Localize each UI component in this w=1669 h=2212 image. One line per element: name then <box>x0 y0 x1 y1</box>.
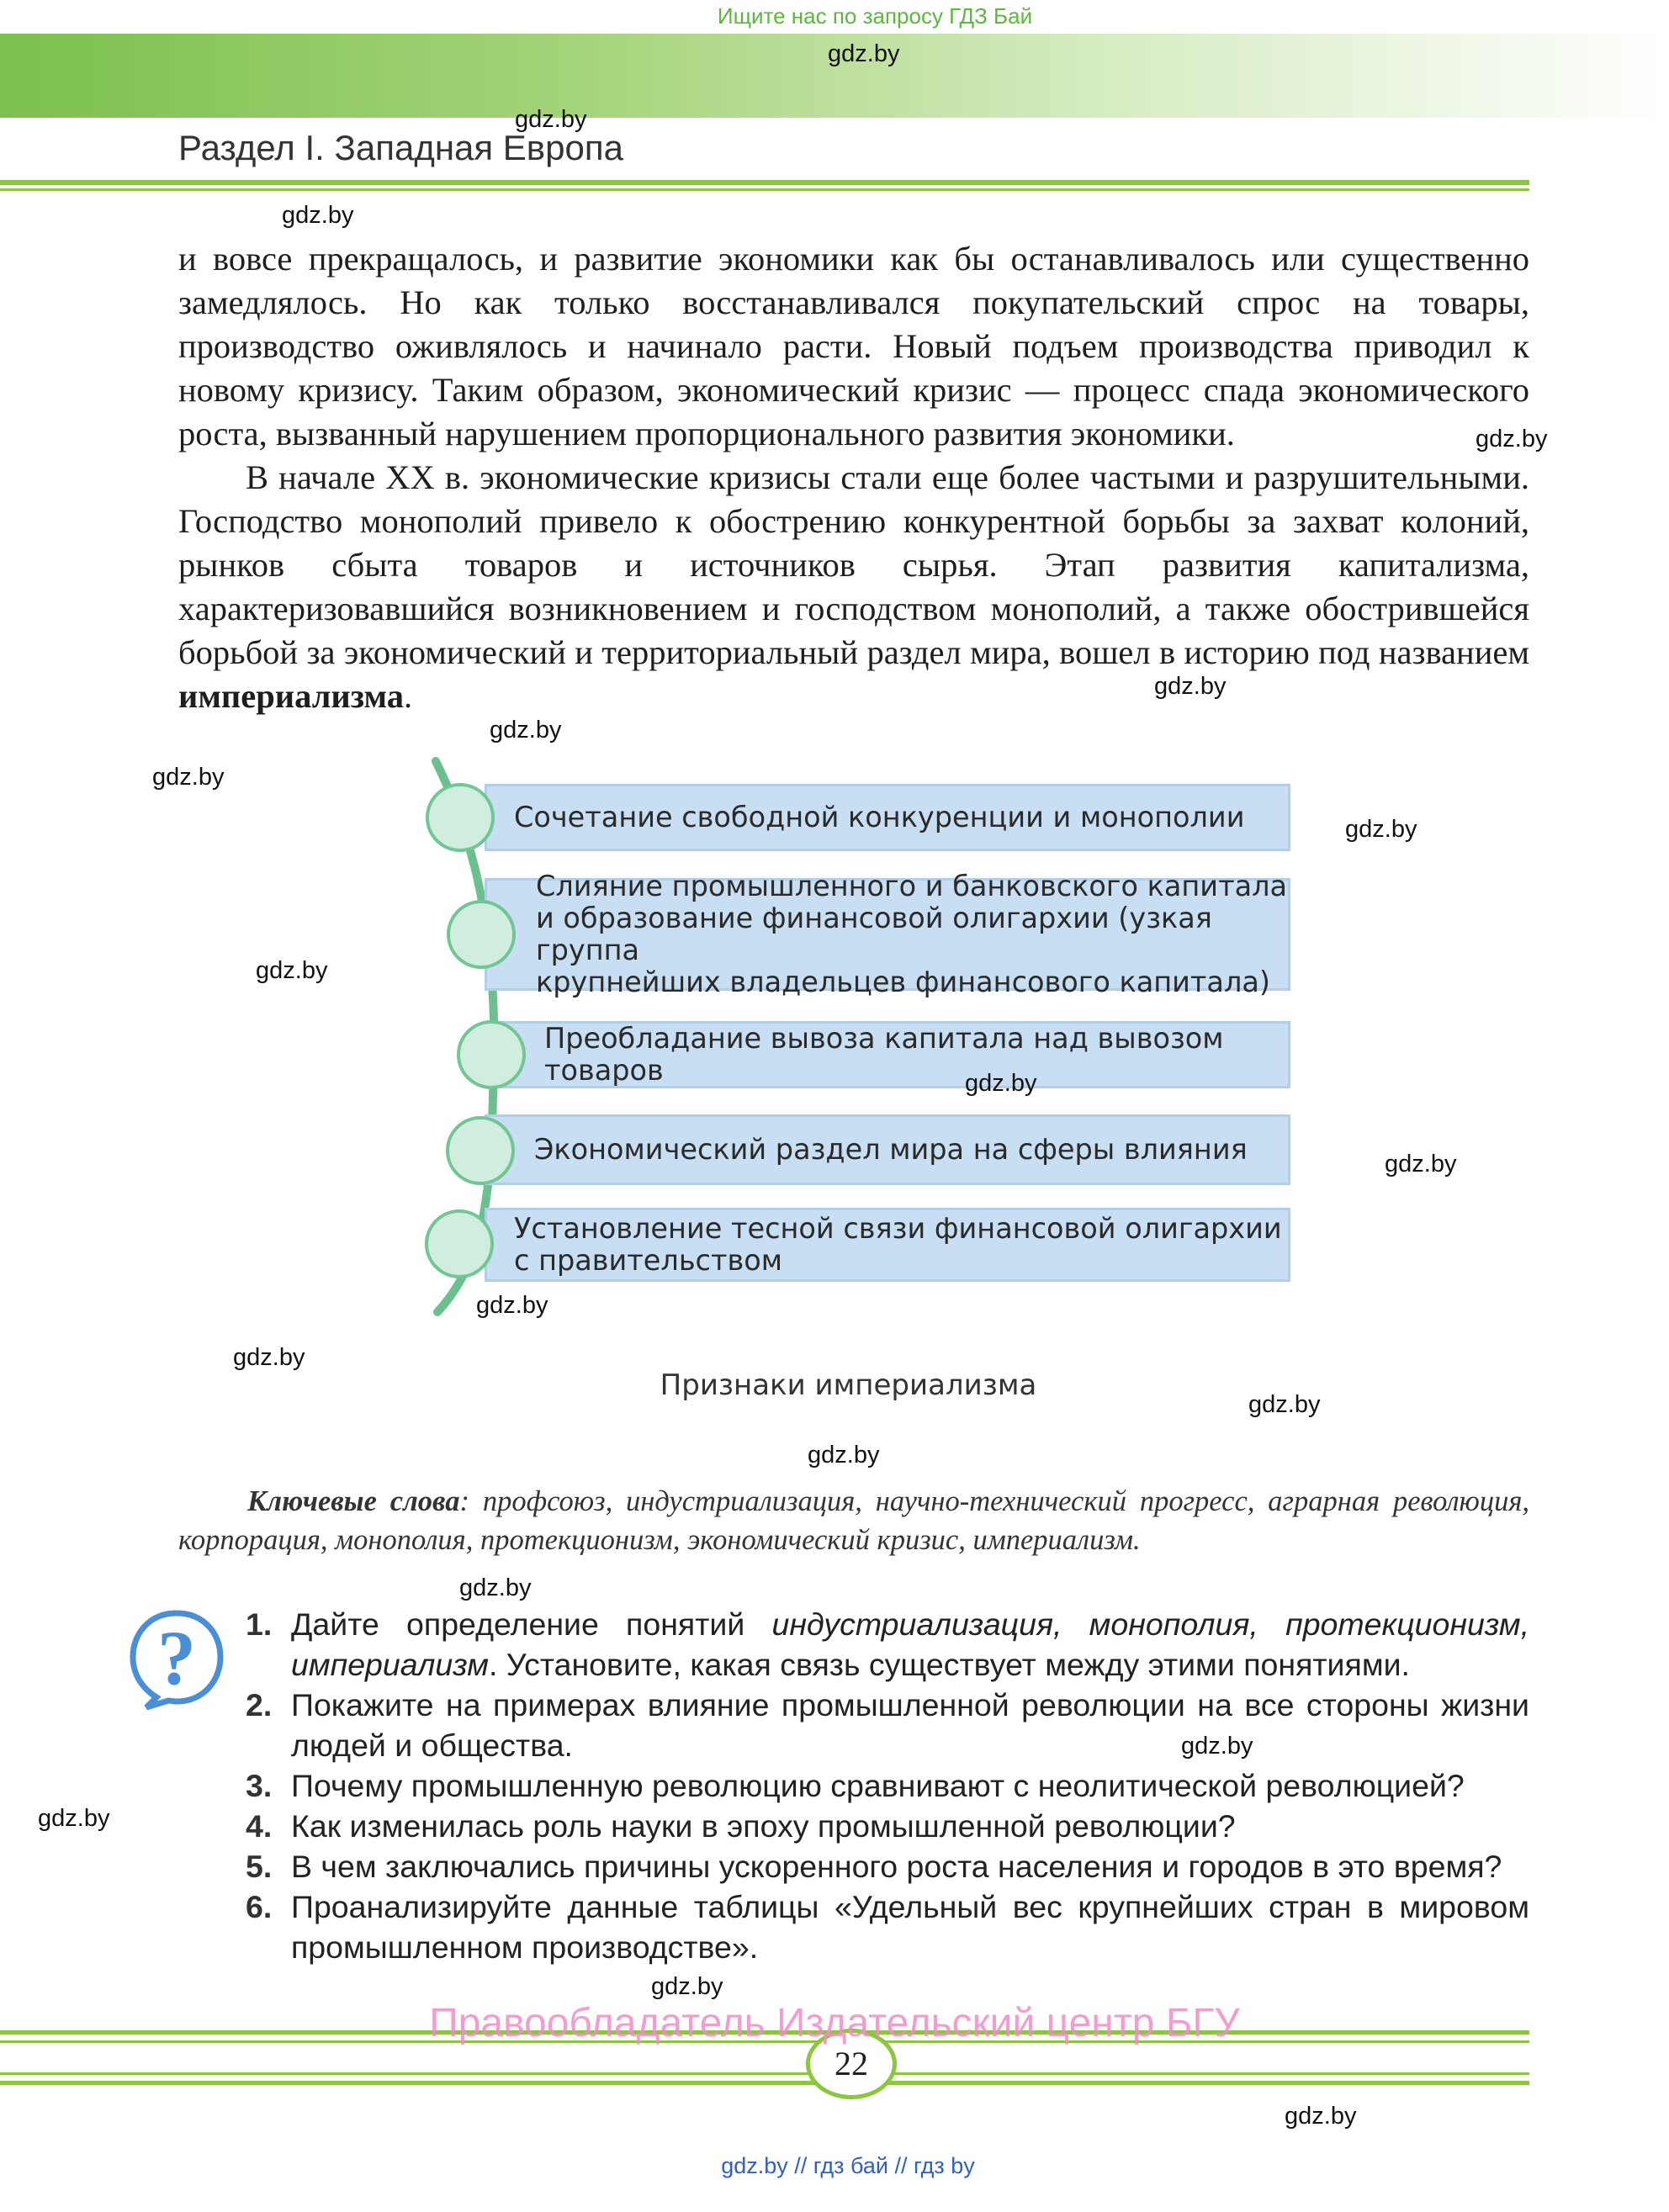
footer-rule-3 <box>0 2072 1529 2075</box>
header-rule-bottom <box>0 188 1529 191</box>
diagram-item-1-line-1: Сочетание свободной конкуренции и монополии <box>514 801 1245 833</box>
watermark: gdz.by <box>1181 1733 1253 1760</box>
watermark: gdz.by <box>459 1574 532 1601</box>
diagram-item-2-line-3: крупнейших владельцев финансового капитала) <box>536 966 1270 998</box>
question-5 <box>246 1846 1529 1887</box>
paragraph-2-end: . <box>404 677 413 715</box>
keywords-label: Ключевые слова <box>247 1485 460 1517</box>
diagram-item-3-line-1: Преобладание вывоза капитала над вывозом товаров <box>544 1022 1224 1087</box>
question-5-text: В чем заключались причины ускоренного роста населения и городов в это время? <box>291 1849 1502 1884</box>
question-4 <box>246 1806 1529 1846</box>
question-1 <box>246 1604 1529 1685</box>
keywords <box>178 1482 1529 1559</box>
diagram-circle-3 <box>457 1020 526 1089</box>
question-1-number: 1. <box>246 1606 273 1642</box>
watermark: gdz.by <box>282 202 354 229</box>
watermark: gdz.by <box>256 957 328 984</box>
watermark: gdz.by <box>808 1442 880 1468</box>
question-2-number: 2. <box>246 1687 273 1723</box>
top-promo: Ищите нас по запросу ГДЗ Бай <box>717 3 1033 29</box>
header-rule-top <box>0 180 1529 185</box>
watermark: gdz.by <box>38 1805 110 1832</box>
bottom-links: gdz.by // гдз бай // гдз by <box>721 2153 975 2178</box>
watermark: gdz.by <box>1345 816 1417 843</box>
watermark: gdz.by <box>1154 673 1227 700</box>
question-6 <box>246 1887 1529 1967</box>
keywords-text: : профсоюз, индустриализация, научно-технический прогресс, аграрная революция, корпорация, монополия, протекционизм, экономический кризис, империализм. <box>178 1485 1529 1556</box>
watermark: gdz.by <box>515 106 587 133</box>
watermark: gdz.by <box>1385 1151 1457 1177</box>
watermark: gdz.by <box>476 1292 548 1319</box>
diagram-item-5-line-1: Установление тесной связи финансовой олигархии <box>514 1212 1282 1245</box>
diagram-item-2-line-1: Слияние промышленного и банковского капитала <box>536 870 1288 902</box>
watermark: gdz.by <box>651 1973 723 2000</box>
question-2-text: Покажите на примерах влияние промышленной революции на все стороны жизни людей и общества. <box>291 1687 1529 1763</box>
body-text <box>178 237 1529 718</box>
watermark: gdz.by <box>828 40 900 67</box>
paragraph-1: и вовсе прекращалось, и развитие экономики как бы останавливалось или существенно замедлялось. Но как только восстанавливался покупательский спрос на товары, производство оживлялось и начинало расти. Новый подъем производства приводил к новому кризису. Таким образом, экономический кризис — процесс спада экономического роста, вызванный нарушением пропорционального развития экономики. <box>178 240 1529 452</box>
diagram-circle-1 <box>426 783 495 852</box>
watermark: gdz.by <box>1476 426 1548 452</box>
paragraph-2 <box>178 456 1529 718</box>
question-6-number: 6. <box>246 1889 273 1924</box>
diagram-item-4 <box>485 1114 1290 1185</box>
diagram-item-4-line-1: Экономический раздел мира на сферы влияния <box>534 1133 1248 1166</box>
question-4-number: 4. <box>246 1808 273 1844</box>
footer-rule-4 <box>0 2081 1529 2085</box>
watermark: gdz.by <box>233 1344 305 1371</box>
copyright-notice: Правообладатель Издательский центр БГУ <box>429 2001 1240 2045</box>
diagram-circle-5 <box>425 1209 494 1278</box>
watermark: gdz.by <box>1285 2103 1357 2130</box>
diagram-item-3 <box>485 1021 1290 1088</box>
question-3-text: Почему промышленную революцию сравнивают с неолитической революцией? <box>291 1768 1465 1803</box>
watermark: gdz.by <box>152 764 225 791</box>
question-6-text: Проанализируйте данные таблицы «Удельный вес крупнейших стран в мировом промышленном производстве». <box>291 1889 1529 1965</box>
section-title: Раздел I. Западная Европа <box>178 128 623 167</box>
question-mark-icon <box>126 1606 227 1712</box>
diagram-item-5 <box>485 1208 1290 1282</box>
diagram-circle-2 <box>447 900 516 969</box>
diagram-circle-4 <box>446 1116 515 1185</box>
diagram-item-1 <box>485 784 1290 851</box>
questions-list <box>246 1604 1529 1967</box>
page-number: 22 <box>834 2045 868 2082</box>
question-5-number: 5. <box>246 1849 273 1884</box>
paragraph-2-text: В начале XX в. экономические кризисы стали еще более частыми и разрушительными. Господство монополий привело к обострению конкурентной борьбы за захват колоний, рынков сбыта товаров и источников сырья. Этап развития капитализма, характеризовавшийся возникновением и господством монополий, а также обострившейся борьбой за экономический и территориальный раздел мира, вошел в историю под названием <box>178 458 1529 671</box>
watermark: gdz.by <box>1248 1391 1321 1418</box>
watermark: gdz.by <box>490 717 562 744</box>
diagram-item-5-line-2: с правительством <box>514 1244 783 1277</box>
svg-text:?: ? <box>157 1615 196 1701</box>
question-4-text: Как изменилась роль науки в эпоху промышленной революции? <box>291 1808 1236 1844</box>
question-1-text: Дайте определение понятий <box>291 1606 772 1642</box>
watermark: gdz.by <box>965 1070 1037 1097</box>
diagram-caption: Признаки империализма <box>660 1368 1037 1402</box>
question-3 <box>246 1765 1529 1806</box>
question-2 <box>246 1685 1529 1765</box>
diagram-item-2-line-2: и образование финансовой олигархии (узкая группа <box>536 902 1212 966</box>
question-1-text-end: . Установите, какая связь существует между этими понятиями. <box>488 1647 1410 1682</box>
question-3-number: 3. <box>246 1768 273 1803</box>
diagram-item-2 <box>485 870 1290 998</box>
question-1-terms: индустриализация, монополия, протекционизм, империализм <box>291 1606 1529 1682</box>
term-imperialism: империализма <box>178 677 405 715</box>
